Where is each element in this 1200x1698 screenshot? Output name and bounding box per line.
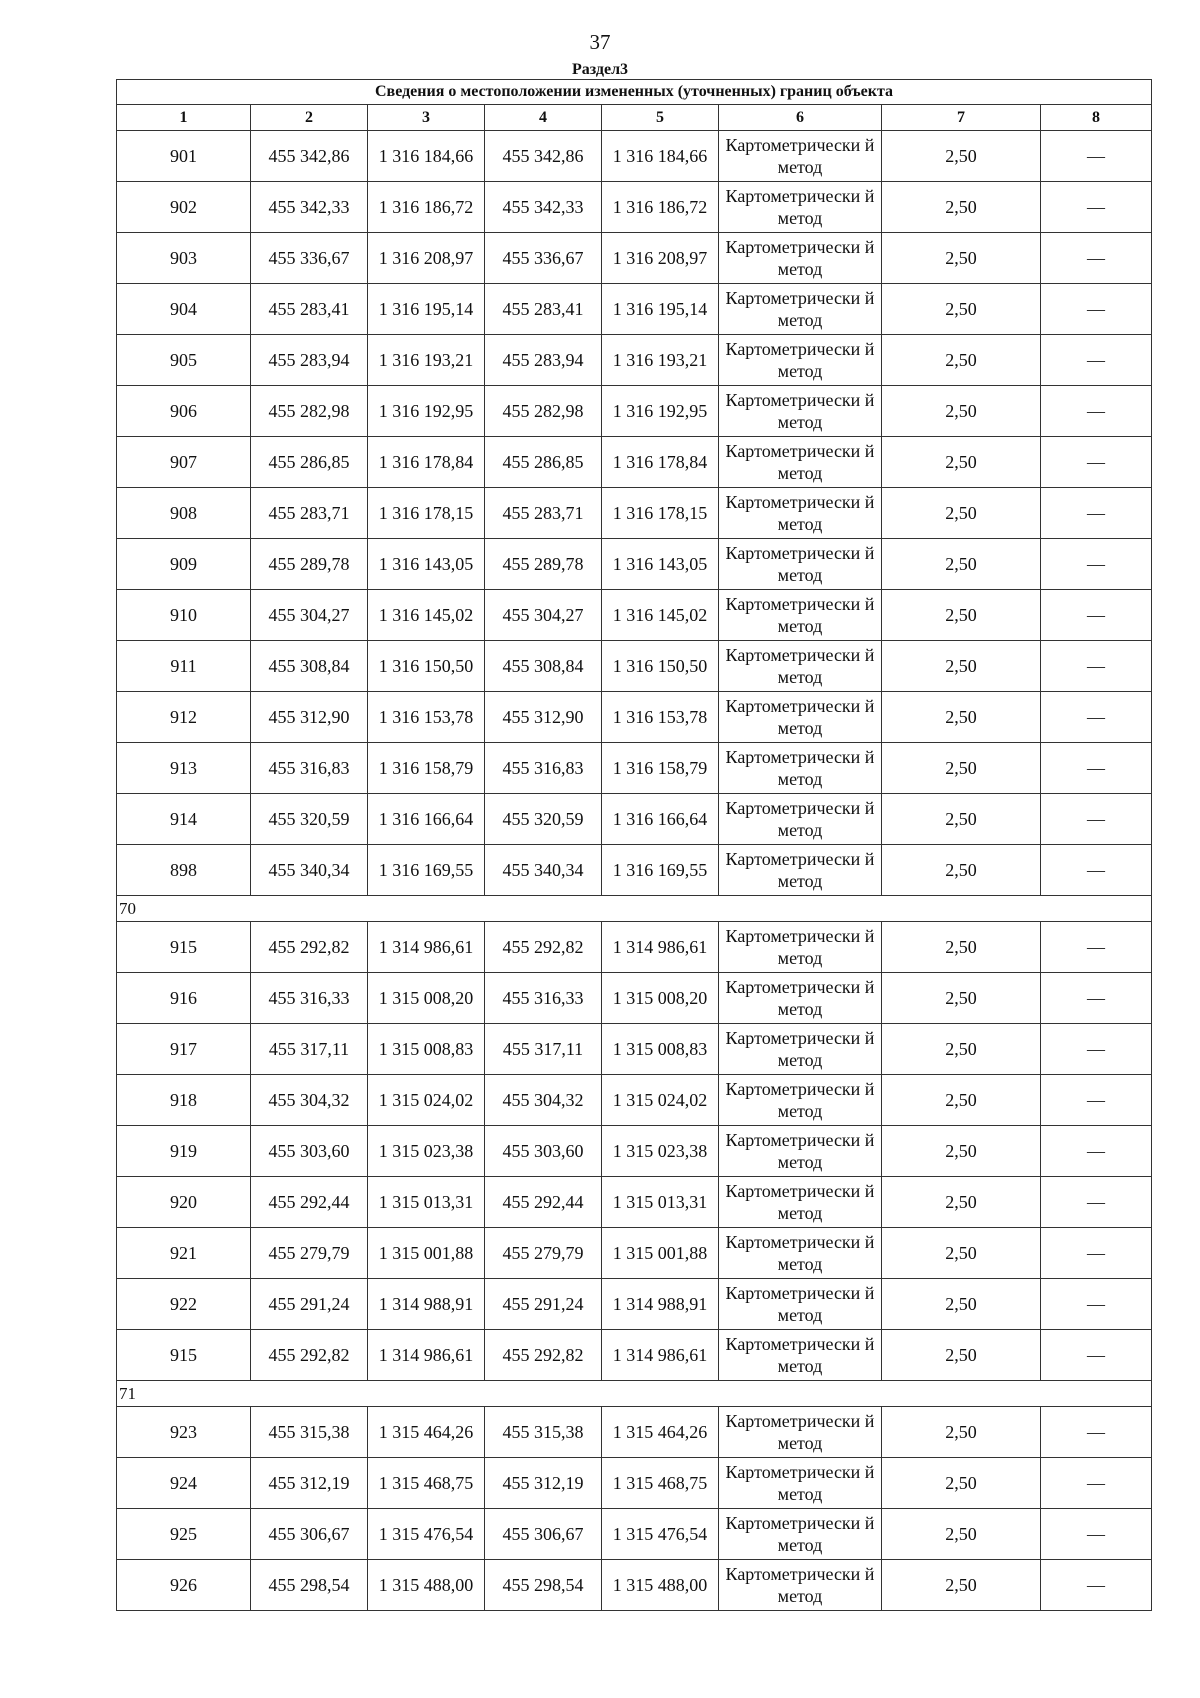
x-existing-cell: 455 283,94 xyxy=(251,335,368,386)
x-existing-cell: 455 315,38 xyxy=(251,1407,368,1458)
method-cell: Картометрически й метод xyxy=(719,1509,882,1560)
method-cell: Картометрически й метод xyxy=(719,845,882,896)
x-existing-cell: 455 298,54 xyxy=(251,1560,368,1611)
table-row xyxy=(117,1024,1152,1075)
table-row xyxy=(117,1075,1152,1126)
method-cell: Картометрически й метод xyxy=(719,1458,882,1509)
y-new-cell: 1 315 008,20 xyxy=(602,973,719,1024)
description-cell: — xyxy=(1041,973,1152,1024)
point-number-cell: 902 xyxy=(117,182,251,233)
point-number-cell: 909 xyxy=(117,539,251,590)
point-number-cell: 916 xyxy=(117,973,251,1024)
method-cell: Картометрически й метод xyxy=(719,1228,882,1279)
table-row xyxy=(117,539,1152,590)
table-row xyxy=(117,437,1152,488)
y-new-cell: 1 316 208,97 xyxy=(602,233,719,284)
table-row xyxy=(117,1509,1152,1560)
y-new-cell: 1 314 986,61 xyxy=(602,922,719,973)
table-row xyxy=(117,1407,1152,1458)
method-cell: Картометрически й метод xyxy=(719,1407,882,1458)
table-title: Сведения о местоположении измененных (уточненных) границ объекта xyxy=(117,80,1152,105)
y-new-cell: 1 315 468,75 xyxy=(602,1458,719,1509)
accuracy-cell: 2,50 xyxy=(882,1177,1041,1228)
y-new-cell: 1 315 008,83 xyxy=(602,1024,719,1075)
description-cell: — xyxy=(1041,335,1152,386)
y-new-cell: 1 315 013,31 xyxy=(602,1177,719,1228)
table-body xyxy=(117,131,1152,1611)
y-existing-cell: 1 315 476,54 xyxy=(368,1509,485,1560)
y-new-cell: 1 316 143,05 xyxy=(602,539,719,590)
x-new-cell: 455 292,82 xyxy=(485,922,602,973)
accuracy-cell: 2,50 xyxy=(882,845,1041,896)
x-existing-cell: 455 317,11 xyxy=(251,1024,368,1075)
table-row xyxy=(117,1228,1152,1279)
y-new-cell: 1 315 488,00 xyxy=(602,1560,719,1611)
x-new-cell: 455 303,60 xyxy=(485,1126,602,1177)
point-number-cell: 901 xyxy=(117,131,251,182)
y-new-cell: 1 316 186,72 xyxy=(602,182,719,233)
x-new-cell: 455 291,24 xyxy=(485,1279,602,1330)
x-new-cell: 455 279,79 xyxy=(485,1228,602,1279)
x-existing-cell: 455 283,41 xyxy=(251,284,368,335)
description-cell: — xyxy=(1041,641,1152,692)
y-new-cell: 1 315 464,26 xyxy=(602,1407,719,1458)
y-new-cell: 1 316 169,55 xyxy=(602,845,719,896)
x-new-cell: 455 342,86 xyxy=(485,131,602,182)
column-number: 1 xyxy=(117,105,251,131)
description-cell: — xyxy=(1041,284,1152,335)
x-existing-cell: 455 289,78 xyxy=(251,539,368,590)
method-cell: Картометрически й метод xyxy=(719,539,882,590)
method-cell: Картометрически й метод xyxy=(719,488,882,539)
table-row xyxy=(117,1330,1152,1381)
y-existing-cell: 1 315 001,88 xyxy=(368,1228,485,1279)
method-cell: Картометрически й метод xyxy=(719,922,882,973)
y-existing-cell: 1 315 008,83 xyxy=(368,1024,485,1075)
y-existing-cell: 1 316 145,02 xyxy=(368,590,485,641)
x-new-cell: 455 292,82 xyxy=(485,1330,602,1381)
method-cell: Картометрически й метод xyxy=(719,131,882,182)
description-cell: — xyxy=(1041,1075,1152,1126)
y-existing-cell: 1 315 023,38 xyxy=(368,1126,485,1177)
table-row xyxy=(117,845,1152,896)
x-new-cell: 455 336,67 xyxy=(485,233,602,284)
point-number-cell: 921 xyxy=(117,1228,251,1279)
point-number-cell: 906 xyxy=(117,386,251,437)
y-new-cell: 1 316 193,21 xyxy=(602,335,719,386)
description-cell: — xyxy=(1041,922,1152,973)
x-new-cell: 455 315,38 xyxy=(485,1407,602,1458)
x-existing-cell: 455 340,34 xyxy=(251,845,368,896)
x-new-cell: 455 304,27 xyxy=(485,590,602,641)
accuracy-cell: 2,50 xyxy=(882,1228,1041,1279)
contour-number: 71 xyxy=(117,1381,1152,1407)
method-cell: Картометрически й метод xyxy=(719,437,882,488)
x-new-cell: 455 292,44 xyxy=(485,1177,602,1228)
description-cell: — xyxy=(1041,539,1152,590)
point-number-cell: 914 xyxy=(117,794,251,845)
point-number-cell: 920 xyxy=(117,1177,251,1228)
table-row xyxy=(117,973,1152,1024)
table-title-row xyxy=(117,80,1152,105)
table-row xyxy=(117,1560,1152,1611)
method-cell: Картометрически й метод xyxy=(719,386,882,437)
description-cell: — xyxy=(1041,233,1152,284)
accuracy-cell: 2,50 xyxy=(882,1458,1041,1509)
method-cell: Картометрически й метод xyxy=(719,182,882,233)
x-existing-cell: 455 282,98 xyxy=(251,386,368,437)
table-row xyxy=(117,131,1152,182)
x-existing-cell: 455 304,32 xyxy=(251,1075,368,1126)
y-existing-cell: 1 316 150,50 xyxy=(368,641,485,692)
accuracy-cell: 2,50 xyxy=(882,692,1041,743)
accuracy-cell: 2,50 xyxy=(882,386,1041,437)
x-new-cell: 455 283,94 xyxy=(485,335,602,386)
accuracy-cell: 2,50 xyxy=(882,1560,1041,1611)
x-existing-cell: 455 283,71 xyxy=(251,488,368,539)
y-new-cell: 1 315 476,54 xyxy=(602,1509,719,1560)
x-existing-cell: 455 303,60 xyxy=(251,1126,368,1177)
y-new-cell: 1 316 166,64 xyxy=(602,794,719,845)
y-existing-cell: 1 315 468,75 xyxy=(368,1458,485,1509)
accuracy-cell: 2,50 xyxy=(882,335,1041,386)
method-cell: Картометрически й метод xyxy=(719,794,882,845)
description-cell: — xyxy=(1041,794,1152,845)
y-existing-cell: 1 316 166,64 xyxy=(368,794,485,845)
point-number-cell: 898 xyxy=(117,845,251,896)
x-new-cell: 455 317,11 xyxy=(485,1024,602,1075)
accuracy-cell: 2,50 xyxy=(882,1075,1041,1126)
y-existing-cell: 1 316 178,84 xyxy=(368,437,485,488)
description-cell: — xyxy=(1041,1126,1152,1177)
y-existing-cell: 1 316 158,79 xyxy=(368,743,485,794)
accuracy-cell: 2,50 xyxy=(882,131,1041,182)
y-new-cell: 1 316 150,50 xyxy=(602,641,719,692)
point-number-cell: 904 xyxy=(117,284,251,335)
x-new-cell: 455 308,84 xyxy=(485,641,602,692)
y-existing-cell: 1 316 208,97 xyxy=(368,233,485,284)
accuracy-cell: 2,50 xyxy=(882,539,1041,590)
description-cell: — xyxy=(1041,1279,1152,1330)
method-cell: Картометрически й метод xyxy=(719,1560,882,1611)
y-new-cell: 1 316 184,66 xyxy=(602,131,719,182)
point-number-cell: 918 xyxy=(117,1075,251,1126)
column-number: 5 xyxy=(602,105,719,131)
y-new-cell: 1 315 024,02 xyxy=(602,1075,719,1126)
accuracy-cell: 2,50 xyxy=(882,182,1041,233)
description-cell: — xyxy=(1041,1330,1152,1381)
x-existing-cell: 455 308,84 xyxy=(251,641,368,692)
method-cell: Картометрически й метод xyxy=(719,233,882,284)
accuracy-cell: 2,50 xyxy=(882,1126,1041,1177)
x-new-cell: 455 320,59 xyxy=(485,794,602,845)
y-existing-cell: 1 314 986,61 xyxy=(368,922,485,973)
table-head xyxy=(117,80,1152,131)
point-number-cell: 922 xyxy=(117,1279,251,1330)
method-cell: Картометрически й метод xyxy=(719,1024,882,1075)
y-existing-cell: 1 314 986,61 xyxy=(368,1330,485,1381)
accuracy-cell: 2,50 xyxy=(882,641,1041,692)
x-existing-cell: 455 292,82 xyxy=(251,922,368,973)
method-cell: Картометрически й метод xyxy=(719,1279,882,1330)
x-new-cell: 455 283,71 xyxy=(485,488,602,539)
x-new-cell: 455 312,90 xyxy=(485,692,602,743)
x-existing-cell: 455 304,27 xyxy=(251,590,368,641)
x-existing-cell: 455 306,67 xyxy=(251,1509,368,1560)
x-existing-cell: 455 286,85 xyxy=(251,437,368,488)
point-number-cell: 925 xyxy=(117,1509,251,1560)
table-row xyxy=(117,488,1152,539)
table-row xyxy=(117,182,1152,233)
description-cell: — xyxy=(1041,1509,1152,1560)
column-number: 8 xyxy=(1041,105,1152,131)
method-cell: Картометрически й метод xyxy=(719,692,882,743)
description-cell: — xyxy=(1041,182,1152,233)
accuracy-cell: 2,50 xyxy=(882,437,1041,488)
method-cell: Картометрически й метод xyxy=(719,641,882,692)
table-row xyxy=(117,335,1152,386)
x-existing-cell: 455 320,59 xyxy=(251,794,368,845)
x-new-cell: 455 286,85 xyxy=(485,437,602,488)
point-number-cell: 923 xyxy=(117,1407,251,1458)
table-row xyxy=(117,386,1152,437)
point-number-cell: 912 xyxy=(117,692,251,743)
y-existing-cell: 1 315 008,20 xyxy=(368,973,485,1024)
method-cell: Картометрически й метод xyxy=(719,1075,882,1126)
point-number-cell: 911 xyxy=(117,641,251,692)
y-existing-cell: 1 314 988,91 xyxy=(368,1279,485,1330)
x-existing-cell: 455 342,86 xyxy=(251,131,368,182)
y-new-cell: 1 316 158,79 xyxy=(602,743,719,794)
point-number-cell: 924 xyxy=(117,1458,251,1509)
y-new-cell: 1 316 153,78 xyxy=(602,692,719,743)
table-row xyxy=(117,233,1152,284)
y-existing-cell: 1 316 195,14 xyxy=(368,284,485,335)
page-number: 37 xyxy=(589,30,611,54)
y-existing-cell: 1 316 192,95 xyxy=(368,386,485,437)
x-new-cell: 455 316,83 xyxy=(485,743,602,794)
y-existing-cell: 1 316 193,21 xyxy=(368,335,485,386)
x-existing-cell: 455 316,83 xyxy=(251,743,368,794)
method-cell: Картометрически й метод xyxy=(719,590,882,641)
point-number-cell: 908 xyxy=(117,488,251,539)
description-cell: — xyxy=(1041,131,1152,182)
description-cell: — xyxy=(1041,1458,1152,1509)
method-cell: Картометрически й метод xyxy=(719,284,882,335)
description-cell: — xyxy=(1041,743,1152,794)
description-cell: — xyxy=(1041,590,1152,641)
point-number-cell: 905 xyxy=(117,335,251,386)
y-new-cell: 1 316 178,84 xyxy=(602,437,719,488)
x-existing-cell: 455 291,24 xyxy=(251,1279,368,1330)
accuracy-cell: 2,50 xyxy=(882,922,1041,973)
table-row xyxy=(117,922,1152,973)
y-new-cell: 1 314 988,91 xyxy=(602,1279,719,1330)
point-number-cell: 910 xyxy=(117,590,251,641)
table-row xyxy=(117,641,1152,692)
x-new-cell: 455 283,41 xyxy=(485,284,602,335)
y-existing-cell: 1 316 178,15 xyxy=(368,488,485,539)
x-existing-cell: 455 316,33 xyxy=(251,973,368,1024)
point-number-cell: 917 xyxy=(117,1024,251,1075)
method-cell: Картометрически й метод xyxy=(719,1177,882,1228)
x-existing-cell: 455 279,79 xyxy=(251,1228,368,1279)
description-cell: — xyxy=(1041,1228,1152,1279)
column-number: 4 xyxy=(485,105,602,131)
x-existing-cell: 455 342,33 xyxy=(251,182,368,233)
x-new-cell: 455 304,32 xyxy=(485,1075,602,1126)
x-new-cell: 455 316,33 xyxy=(485,973,602,1024)
accuracy-cell: 2,50 xyxy=(882,1509,1041,1560)
column-number: 6 xyxy=(719,105,882,131)
accuracy-cell: 2,50 xyxy=(882,1024,1041,1075)
accuracy-cell: 2,50 xyxy=(882,1330,1041,1381)
description-cell: — xyxy=(1041,1177,1152,1228)
accuracy-cell: 2,50 xyxy=(882,973,1041,1024)
x-new-cell: 455 342,33 xyxy=(485,182,602,233)
description-cell: — xyxy=(1041,1024,1152,1075)
description-cell: — xyxy=(1041,488,1152,539)
x-existing-cell: 455 312,19 xyxy=(251,1458,368,1509)
x-new-cell: 455 306,67 xyxy=(485,1509,602,1560)
y-existing-cell: 1 316 184,66 xyxy=(368,131,485,182)
x-new-cell: 455 298,54 xyxy=(485,1560,602,1611)
y-new-cell: 1 316 178,15 xyxy=(602,488,719,539)
table-row xyxy=(117,692,1152,743)
x-existing-cell: 455 292,44 xyxy=(251,1177,368,1228)
x-new-cell: 455 340,34 xyxy=(485,845,602,896)
description-cell: — xyxy=(1041,1407,1152,1458)
contour-number: 70 xyxy=(117,896,1152,922)
point-number-cell: 926 xyxy=(117,1560,251,1611)
table-row xyxy=(117,1126,1152,1177)
accuracy-cell: 2,50 xyxy=(882,794,1041,845)
point-number-cell: 903 xyxy=(117,233,251,284)
y-existing-cell: 1 316 153,78 xyxy=(368,692,485,743)
y-new-cell: 1 314 986,61 xyxy=(602,1330,719,1381)
y-new-cell: 1 316 145,02 xyxy=(602,590,719,641)
x-new-cell: 455 289,78 xyxy=(485,539,602,590)
description-cell: — xyxy=(1041,692,1152,743)
y-existing-cell: 1 315 024,02 xyxy=(368,1075,485,1126)
y-new-cell: 1 315 001,88 xyxy=(602,1228,719,1279)
description-cell: — xyxy=(1041,386,1152,437)
description-cell: — xyxy=(1041,437,1152,488)
table-row xyxy=(117,1458,1152,1509)
x-new-cell: 455 312,19 xyxy=(485,1458,602,1509)
y-existing-cell: 1 315 488,00 xyxy=(368,1560,485,1611)
accuracy-cell: 2,50 xyxy=(882,488,1041,539)
table-row xyxy=(117,1177,1152,1228)
y-new-cell: 1 316 195,14 xyxy=(602,284,719,335)
method-cell: Картометрически й метод xyxy=(719,335,882,386)
x-existing-cell: 455 336,67 xyxy=(251,233,368,284)
table-row xyxy=(117,590,1152,641)
accuracy-cell: 2,50 xyxy=(882,1279,1041,1330)
table-row xyxy=(117,743,1152,794)
method-cell: Картометрически й метод xyxy=(719,1126,882,1177)
point-number-cell: 915 xyxy=(117,922,251,973)
point-number-cell: 907 xyxy=(117,437,251,488)
y-existing-cell: 1 316 186,72 xyxy=(368,182,485,233)
point-number-cell: 919 xyxy=(117,1126,251,1177)
y-new-cell: 1 315 023,38 xyxy=(602,1126,719,1177)
method-cell: Картометрически й метод xyxy=(719,1330,882,1381)
description-cell: — xyxy=(1041,845,1152,896)
description-cell: — xyxy=(1041,1560,1152,1611)
accuracy-cell: 2,50 xyxy=(882,743,1041,794)
y-existing-cell: 1 316 143,05 xyxy=(368,539,485,590)
column-number: 7 xyxy=(882,105,1041,131)
accuracy-cell: 2,50 xyxy=(882,1407,1041,1458)
accuracy-cell: 2,50 xyxy=(882,590,1041,641)
point-number-cell: 915 xyxy=(117,1330,251,1381)
section-title: Раздел3 xyxy=(571,61,629,78)
column-number: 3 xyxy=(368,105,485,131)
y-existing-cell: 1 315 464,26 xyxy=(368,1407,485,1458)
method-cell: Картометрически й метод xyxy=(719,743,882,794)
accuracy-cell: 2,50 xyxy=(882,233,1041,284)
table-row xyxy=(117,1279,1152,1330)
coordinates-table xyxy=(116,79,1152,1611)
method-cell: Картометрически й метод xyxy=(719,973,882,1024)
column-number-row xyxy=(117,105,1152,131)
accuracy-cell: 2,50 xyxy=(882,284,1041,335)
contour-group-row xyxy=(117,1381,1152,1407)
table-row xyxy=(117,284,1152,335)
y-existing-cell: 1 316 169,55 xyxy=(368,845,485,896)
x-existing-cell: 455 292,82 xyxy=(251,1330,368,1381)
x-new-cell: 455 282,98 xyxy=(485,386,602,437)
column-number: 2 xyxy=(251,105,368,131)
y-existing-cell: 1 315 013,31 xyxy=(368,1177,485,1228)
table-row xyxy=(117,794,1152,845)
point-number-cell: 913 xyxy=(117,743,251,794)
y-new-cell: 1 316 192,95 xyxy=(602,386,719,437)
x-existing-cell: 455 312,90 xyxy=(251,692,368,743)
contour-group-row xyxy=(117,896,1152,922)
